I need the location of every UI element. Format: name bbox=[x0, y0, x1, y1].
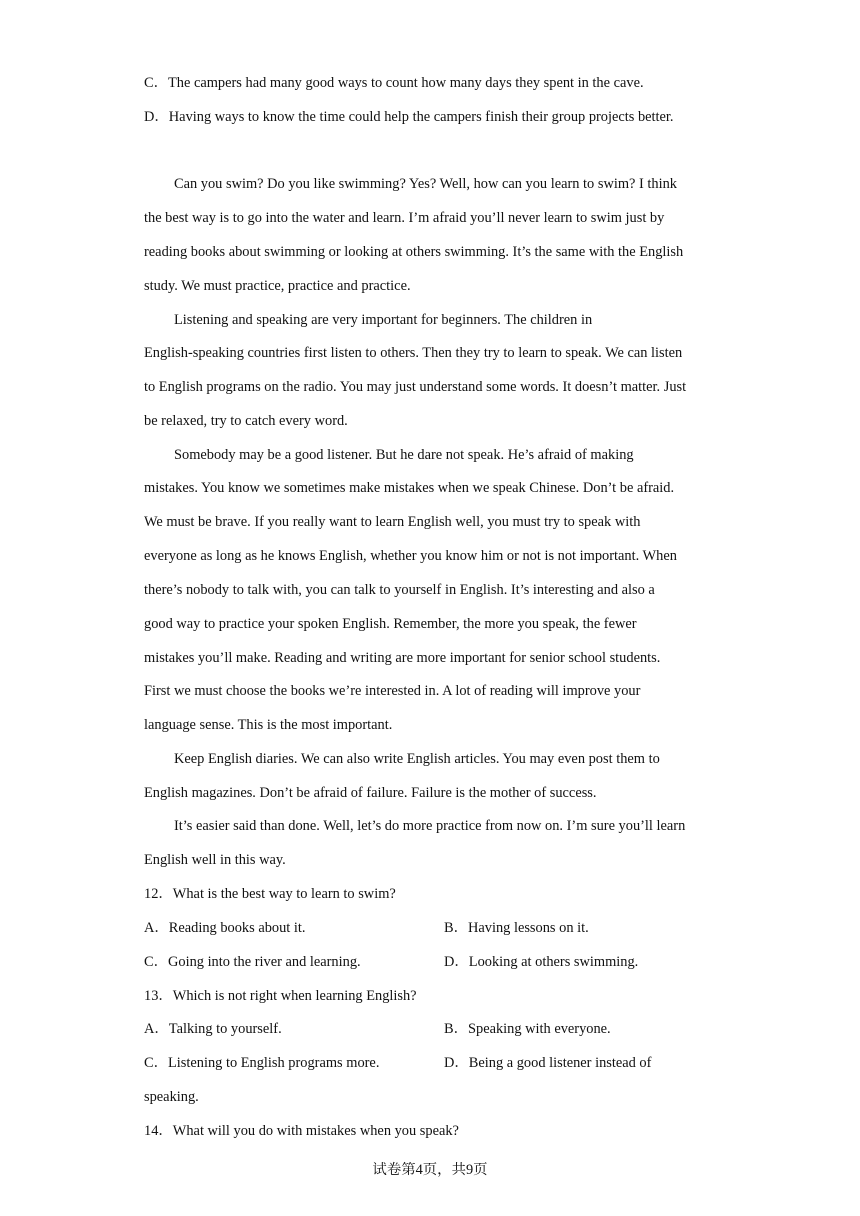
passage-line: there’s nobody to talk with, you can talk to yourself in English. It’s interesting and also a bbox=[144, 582, 655, 598]
passage-line: English-speaking countries first listen to others. Then they try to learn to speak. We can listen bbox=[144, 345, 683, 361]
option-a: A．Talking to yourself. bbox=[144, 1021, 282, 1037]
passage-line: study. We must practice, practice and practice. bbox=[144, 278, 411, 294]
passage-line: Keep English diaries. We can also write English articles. You may even post them to bbox=[174, 751, 660, 767]
option-d-continued: speaking. bbox=[144, 1089, 199, 1105]
option-b: B．Having lessons on it. bbox=[444, 920, 589, 936]
question-stem: 13．Which is not right when learning English? bbox=[144, 988, 417, 1004]
passage-line: language sense. This is the most important. bbox=[144, 717, 393, 733]
option-a: A．Reading books about it. bbox=[144, 920, 306, 936]
question-stem: 14．What will you do with mistakes when you speak? bbox=[144, 1123, 459, 1139]
passage-line: everyone as long as he knows English, whether you know him or not is not important. When bbox=[144, 548, 677, 564]
option-d-prev: D．Having ways to know the time could help the campers finish their group projects better. bbox=[144, 109, 674, 125]
passage-line: the best way is to go into the water and learn. I’m afraid you’ll never learn to swim just by bbox=[144, 210, 665, 226]
passage-line: good way to practice your spoken English. Remember, the more you speak, the fewer bbox=[144, 616, 637, 632]
option-c: C．Listening to English programs more. bbox=[144, 1055, 380, 1071]
passage-line: mistakes you’ll make. Reading and writing are more important for senior school students. bbox=[144, 650, 661, 666]
passage-line: It’s easier said than done. Well, let’s do more practice from now on. I’m sure you’ll learn bbox=[174, 818, 686, 834]
option-b: B．Speaking with everyone. bbox=[444, 1021, 611, 1037]
passage-line: Listening and speaking are very important for beginners. The children in bbox=[174, 312, 593, 328]
passage-line: English well in this way. bbox=[144, 852, 286, 868]
passage-line: mistakes. You know we sometimes make mistakes when we speak Chinese. Don’t be afraid. bbox=[144, 480, 675, 496]
passage-line: Somebody may be a good listener. But he dare not speak. He’s afraid of making bbox=[174, 447, 634, 463]
passage-line: to English programs on the radio. You may just understand some words. It doesn’t matter. Just bbox=[144, 379, 687, 395]
option-c-prev: C．The campers had many good ways to count how many days they spent in the cave. bbox=[144, 75, 644, 91]
passage-line: First we must choose the books we’re interested in. A lot of reading will improve your bbox=[144, 683, 641, 699]
passage-line: English magazines. Don’t be afraid of failure. Failure is the mother of success. bbox=[144, 785, 597, 801]
option-c: C．Going into the river and learning. bbox=[144, 954, 361, 970]
option-d: D．Looking at others swimming. bbox=[444, 954, 639, 970]
passage-line: We must be brave. If you really want to learn English well, you must try to speak with bbox=[144, 514, 641, 530]
question-stem: 12．What is the best way to learn to swim? bbox=[144, 886, 396, 902]
option-d: D．Being a good listener instead of bbox=[444, 1055, 652, 1071]
passage-line: Can you swim? Do you like swimming? Yes? Well, how can you learn to swim? I think bbox=[174, 176, 677, 192]
passage-line: reading books about swimming or looking at others swimming. It’s the same with the English bbox=[144, 244, 684, 260]
passage-line: be relaxed, try to catch every word. bbox=[144, 413, 348, 429]
page-footer: 试卷第4页，共9页 bbox=[372, 1162, 488, 1178]
